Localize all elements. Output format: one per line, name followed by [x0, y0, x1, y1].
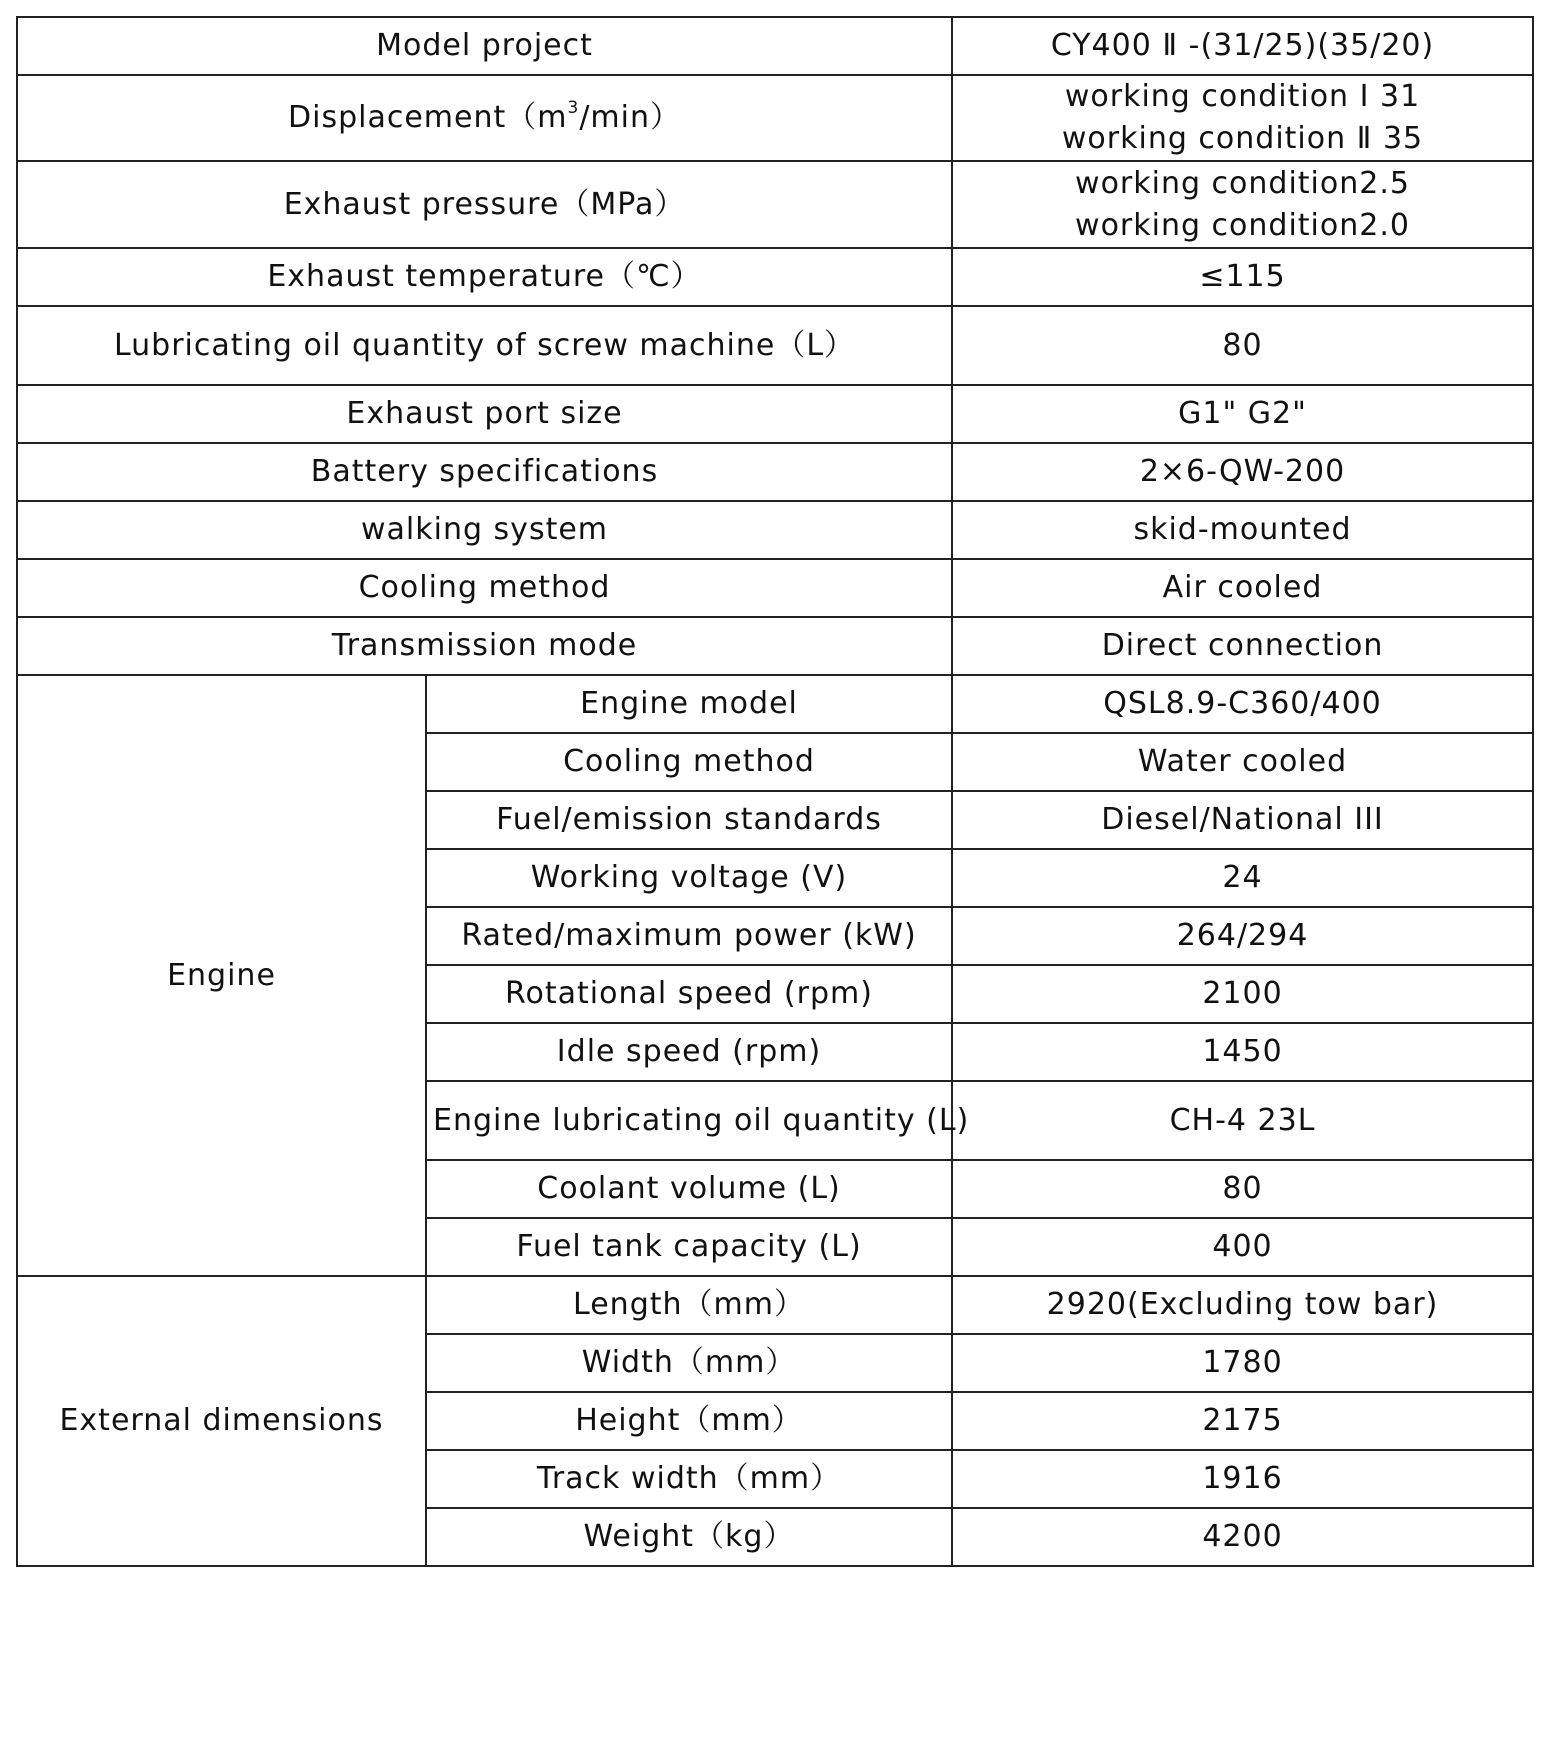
row-label: Battery specifications: [17, 443, 952, 501]
row-value: 4200: [952, 1508, 1533, 1566]
row-label: Rotational speed (rpm): [426, 965, 952, 1023]
row-label: Engine lubricating oil quantity (L): [426, 1081, 952, 1160]
row-label: Length（mm）: [426, 1276, 952, 1334]
row-value: 80: [952, 306, 1533, 385]
row-value: G1" G2": [952, 385, 1533, 443]
spec-table: [16, 16, 1534, 1567]
table-row: [17, 443, 1533, 501]
row-label: Exhaust port size: [17, 385, 952, 443]
row-label: Rated/maximum power (kW): [426, 907, 952, 965]
row-value: 1780: [952, 1334, 1533, 1392]
table-row: [17, 75, 1533, 161]
row-value: 400: [952, 1218, 1533, 1276]
row-value: 24: [952, 849, 1533, 907]
value-line: working condition Ⅰ 31: [1064, 79, 1421, 114]
table-row: [17, 161, 1533, 248]
row-label: Exhaust pressure（MPa）: [17, 161, 952, 248]
row-value: [952, 75, 1533, 161]
row-label: Height（mm）: [426, 1392, 952, 1450]
row-value: 2×6-QW-200: [952, 443, 1533, 501]
row-label: Coolant volume (L): [426, 1160, 952, 1218]
row-label: Engine model: [426, 675, 952, 733]
row-value: Diesel/National III: [952, 791, 1533, 849]
row-label: Cooling method: [17, 559, 952, 617]
row-label: Fuel/emission standards: [426, 791, 952, 849]
value-line: working condition Ⅱ 35: [1061, 121, 1424, 156]
table-row: [17, 1276, 1533, 1334]
row-value: 80: [952, 1160, 1533, 1218]
row-label: Track width（mm）: [426, 1450, 952, 1508]
row-value: 264/294: [952, 907, 1533, 965]
row-value: CH-4 23L: [952, 1081, 1533, 1160]
row-value: Water cooled: [952, 733, 1533, 791]
table-row: [17, 248, 1533, 306]
row-value: QSL8.9-C360/400: [952, 675, 1533, 733]
label-text: Displacement（m: [288, 100, 568, 135]
row-label: [17, 75, 952, 161]
row-value: ≤115: [952, 248, 1533, 306]
table-row: [17, 617, 1533, 675]
row-value: 2100: [952, 965, 1533, 1023]
row-label: Lubricating oil quantity of screw machine（L）: [17, 306, 952, 385]
row-label: Idle speed (rpm): [426, 1023, 952, 1081]
row-value: Air cooled: [952, 559, 1533, 617]
table-row: [17, 17, 1533, 75]
group-label-engine: Engine: [17, 675, 426, 1276]
group-label-dimensions: External dimensions: [17, 1276, 426, 1566]
table-row: [17, 385, 1533, 443]
row-value: [952, 161, 1533, 248]
table-row: [17, 306, 1533, 385]
row-label: Model project: [17, 17, 952, 75]
row-value: Direct connection: [952, 617, 1533, 675]
row-value: 1450: [952, 1023, 1533, 1081]
row-label: Weight（kg）: [426, 1508, 952, 1566]
label-superscript: 3: [567, 98, 580, 118]
row-value: 2920(Excluding tow bar): [952, 1276, 1533, 1334]
label-text: /min）: [579, 100, 681, 135]
row-label: Transmission mode: [17, 617, 952, 675]
row-value: 1916: [952, 1450, 1533, 1508]
row-label: Cooling method: [426, 733, 952, 791]
row-value: 2175: [952, 1392, 1533, 1450]
table-row: [17, 559, 1533, 617]
value-line: working condition2.5: [1075, 165, 1410, 201]
table-row: [17, 675, 1533, 733]
row-label: Fuel tank capacity (L): [426, 1218, 952, 1276]
value-line: working condition2.0: [1075, 207, 1410, 243]
row-label: Width（mm）: [426, 1334, 952, 1392]
table-row: [17, 501, 1533, 559]
row-label: walking system: [17, 501, 952, 559]
row-value: CY400 Ⅱ -(31/25)(35/20): [952, 17, 1533, 75]
row-value: skid-mounted: [952, 501, 1533, 559]
row-label: Exhaust temperature（℃）: [17, 248, 952, 306]
row-label: Working voltage (V): [426, 849, 952, 907]
